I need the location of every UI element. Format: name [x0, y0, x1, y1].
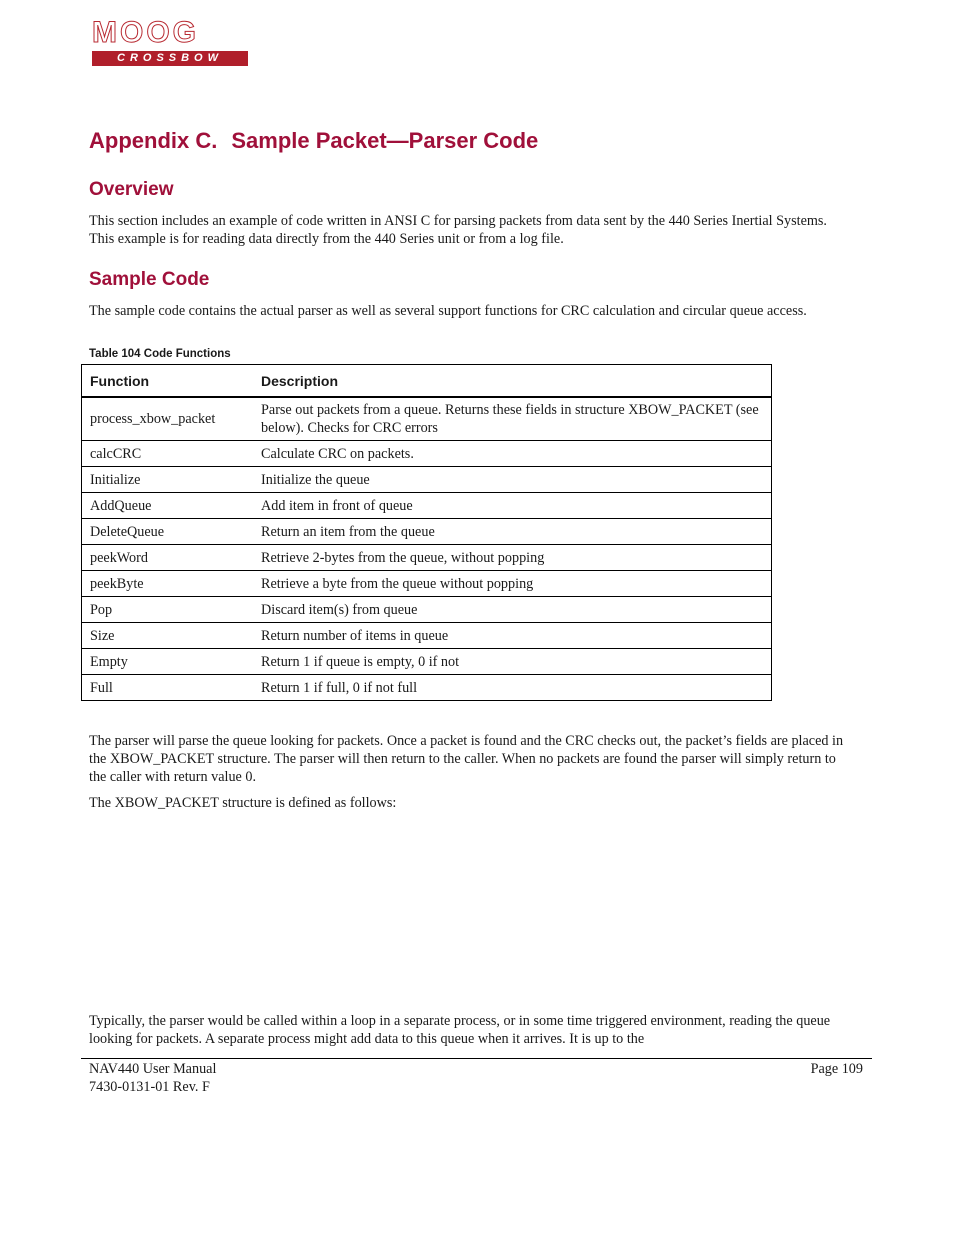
footer-divider: [81, 1058, 872, 1059]
code-functions-table: [81, 364, 772, 701]
footer-manual: NAV440 User Manual: [89, 1061, 217, 1077]
table-caption: Table 104 Code Functions: [89, 348, 231, 360]
description-cell: Retrieve a byte from the queue without popping: [253, 571, 772, 597]
overview-heading: Overview: [89, 179, 174, 200]
table-row: [82, 467, 772, 493]
moog-crossbow-logo: [92, 16, 250, 68]
description-cell: Parse out packets from a queue. Returns these fields in structure XBOW_PACKET (see below). Checks for CRC errors: [253, 397, 772, 441]
table-row: [82, 493, 772, 519]
table-row: [82, 397, 772, 441]
table-header-row: [82, 365, 772, 398]
function-cell: DeleteQueue: [82, 519, 254, 545]
description-cell: Return 1 if queue is empty, 0 if not: [253, 649, 772, 675]
table-row: [82, 545, 772, 571]
function-cell: peekWord: [82, 545, 254, 571]
function-cell: peekByte: [82, 571, 254, 597]
description-cell: Return number of items in queue: [253, 623, 772, 649]
table-row: [82, 441, 772, 467]
description-cell: Discard item(s) from queue: [253, 597, 772, 623]
header-description: Description: [253, 365, 772, 398]
function-cell: Pop: [82, 597, 254, 623]
footer-doc-number: 7430-0131-01 Rev. F: [89, 1079, 210, 1095]
description-cell: Calculate CRC on packets.: [253, 441, 772, 467]
description-cell: Return an item from the queue: [253, 519, 772, 545]
parser-paragraph: The parser will parse the queue looking for packets. Once a packet is found and the CRC checks out, the packet’s fields are placed in the XBOW_PACKET structure. The parser will then return to the caller. When no packets are found the parser will simply return to the caller with return value 0.: [89, 733, 844, 785]
appendix-label: Appendix C.: [89, 128, 218, 153]
typically-paragraph: Typically, the parser would be called within a loop in a separate process, or in some time triggered environment, reading the queue looking for packets. A separate process might add data to this queue when it arrives. It is up to the: [89, 1013, 831, 1047]
footer-page-number: Page 109: [810, 1061, 863, 1077]
function-cell: process_xbow_packet: [82, 397, 254, 441]
sample-code-heading: Sample Code: [89, 269, 210, 290]
header-function: Function: [82, 365, 254, 398]
table-row: [82, 519, 772, 545]
appendix-title: Sample Packet—Parser Code: [231, 128, 539, 153]
function-cell: Size: [82, 623, 254, 649]
function-cell: Full: [82, 675, 254, 701]
function-cell: Initialize: [82, 467, 254, 493]
function-cell: AddQueue: [82, 493, 254, 519]
description-cell: Return 1 if full, 0 if not full: [253, 675, 772, 701]
sample-code-paragraph: The sample code contains the actual parser as well as several support functions for CRC calculation and circular queue access.: [89, 303, 807, 319]
description-cell: Add item in front of queue: [253, 493, 772, 519]
function-cell: calcCRC: [82, 441, 254, 467]
function-cell: Empty: [82, 649, 254, 675]
table-row: [82, 649, 772, 675]
logo-sub: CROSSBOW: [92, 51, 248, 66]
table-row: [82, 675, 772, 701]
description-cell: Initialize the queue: [253, 467, 772, 493]
struct-paragraph: The XBOW_PACKET structure is defined as follows:: [89, 795, 397, 811]
table-row: [82, 623, 772, 649]
logo-brand: MOOG: [92, 16, 199, 49]
table-row: [82, 597, 772, 623]
description-cell: Retrieve 2-bytes from the queue, without popping: [253, 545, 772, 571]
table-row: [82, 571, 772, 597]
overview-paragraph: This section includes an example of code written in ANSI C for parsing packets from data sent by the 440 Series Inertial Systems. This example is for reading data directly from the 440 Series unit or from a log file.: [89, 213, 827, 247]
appendix-heading: [89, 128, 538, 154]
